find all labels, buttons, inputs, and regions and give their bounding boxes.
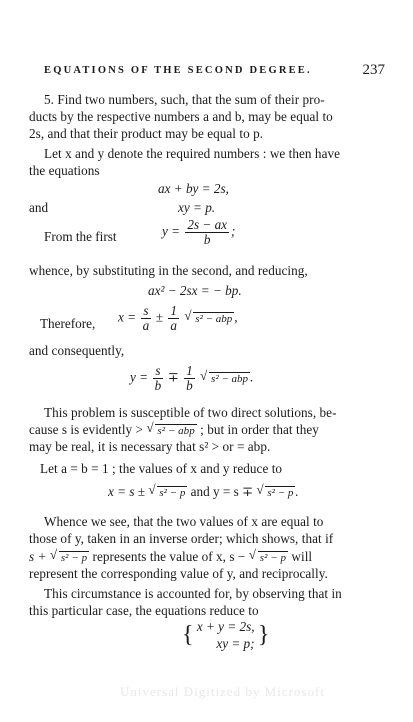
equation-5-lhs: x =: [118, 309, 137, 325]
equation-5-fraction-2: [168, 304, 179, 333]
from-first-label: From the first: [44, 229, 117, 244]
problem-note-line-2-b: ; but in order that they: [200, 422, 319, 437]
equation-5-f1-num: s: [143, 303, 149, 318]
circumstance-line-1: This circumstance is accounted for, by observing that in: [44, 586, 342, 601]
equation-6-lhs: y =: [130, 369, 149, 385]
equation-5: [118, 304, 238, 333]
consequently-line: and consequently,: [29, 343, 125, 358]
equation-7-mid: and y = s ∓: [190, 484, 254, 499]
circumstance-line-2: this particular case, the equations reduce to: [29, 603, 259, 618]
equation-3-numerator: 2s − ax: [187, 217, 228, 232]
problem-5-line-1: 5. Find two numbers, such, that the sum of their pro-: [44, 92, 325, 107]
equation-5-f2-num: 1: [170, 303, 177, 318]
equation-5-radicand: s² − abp: [195, 312, 233, 325]
equation-6: [130, 364, 253, 393]
equation-5-fraction-1: [141, 304, 150, 333]
equation-7: [108, 484, 299, 501]
equation-7-a: x = s ±: [108, 484, 146, 499]
equation-system: [182, 618, 269, 652]
equation-6-radical: [200, 370, 250, 387]
whence-see-line-4: represent the corresponding value of y, and reciprocally.: [29, 566, 328, 581]
whence-see-radicand-2: s² − p: [259, 552, 287, 564]
and-label: and: [29, 200, 49, 215]
whence-see-line-3-b: represents the value of x, s −: [92, 549, 246, 564]
right-brace: }: [257, 622, 270, 648]
equation-3-fraction: [185, 218, 229, 247]
whence-see-radicand-1: s² − p: [60, 552, 88, 564]
problem-note-radical: [146, 422, 196, 439]
running-head: EQUATIONS OF THE SECOND DEGREE.: [44, 65, 312, 76]
problem-5-line-2: ducts by the respective numbers a and b, may be equal to: [29, 109, 333, 124]
page-header: [0, 62, 413, 82]
system-line-2: xy = p;: [216, 636, 255, 651]
system-line-1: x + y = 2s,: [196, 619, 255, 634]
equation-7-end: .: [295, 484, 299, 499]
equation-3-denominator: b: [203, 232, 211, 247]
paragraph-let-line-2: the equations: [29, 163, 100, 178]
whence-see-line-2: those of y, taken in an inverse order; which shows, that if: [29, 531, 334, 546]
whence-see-radical-1: [50, 549, 89, 566]
problem-note-line-3: may be real, it is necessary that s² > or = abp.: [29, 439, 271, 454]
page-number: 237: [362, 62, 385, 78]
equation-7-radical-2: [256, 484, 295, 501]
watermark: Universal Digitized by Microsoft: [120, 684, 325, 699]
problem-note-line-1: This problem is susceptible of two direct solutions, be-: [44, 405, 337, 420]
equation-6-minus-plus: ∓: [167, 369, 179, 385]
equation-7-radical-1: [148, 484, 187, 501]
equation-6-radicand: s² − abp: [211, 372, 249, 385]
whence-line: whence, by substituting in the second, and reducing,: [29, 263, 308, 278]
let-a-b-line: Let a = b = 1 ; the values of x and y reduce to: [40, 461, 283, 476]
equation-5-f1-den: a: [142, 318, 150, 333]
equation-3-end: ;: [231, 223, 236, 239]
problem-note-line-2-a: cause s is evidently >: [29, 422, 144, 437]
equation-5-plus-minus: ±: [155, 309, 164, 325]
whence-see-line-3-c: will: [291, 549, 313, 564]
whence-see-radical-2: [249, 549, 288, 566]
equation-3-lhs: y =: [162, 223, 181, 239]
therefore-label: Therefore,: [40, 316, 96, 331]
problem-note-line-2: [29, 422, 319, 439]
equation-6-f1-den: b: [154, 378, 162, 393]
system-lines: [197, 618, 255, 652]
equation-6-end: .: [250, 369, 254, 385]
equation-6-f1-num: s: [155, 363, 161, 378]
equation-4: ax² − 2sx = − bp.: [148, 283, 242, 298]
equation-1: ax + by = 2s,: [158, 181, 229, 196]
equation-5-end: ,: [234, 309, 238, 325]
equation-6-f2-num: 1: [186, 363, 193, 378]
left-brace: {: [182, 622, 194, 648]
equation-5-radical: [184, 310, 234, 327]
equation-7-radicand-2: s² − p: [267, 487, 294, 499]
equation-3: [162, 218, 235, 247]
equation-6-f2-den: b: [186, 378, 193, 393]
whence-see-line-3-a: s +: [29, 549, 47, 564]
equation-6-fraction-1: [153, 364, 162, 393]
equation-7-radicand-1: s² − p: [159, 487, 186, 499]
problem-5-line-3: 2s, and that their product may be equal to p.: [29, 126, 264, 141]
paragraph-let-line-1: Let x and y denote the required numbers : we then have: [44, 146, 341, 161]
equation-6-fraction-2: [184, 364, 195, 393]
whence-see-line-1: Whence we see, that the two values of x are equal to: [44, 514, 324, 529]
whence-see-line-3: [29, 549, 312, 566]
equation-5-f2-den: a: [170, 318, 177, 333]
problem-note-radicand: s² − abp: [157, 425, 195, 437]
equation-2: xy = p.: [178, 200, 216, 215]
